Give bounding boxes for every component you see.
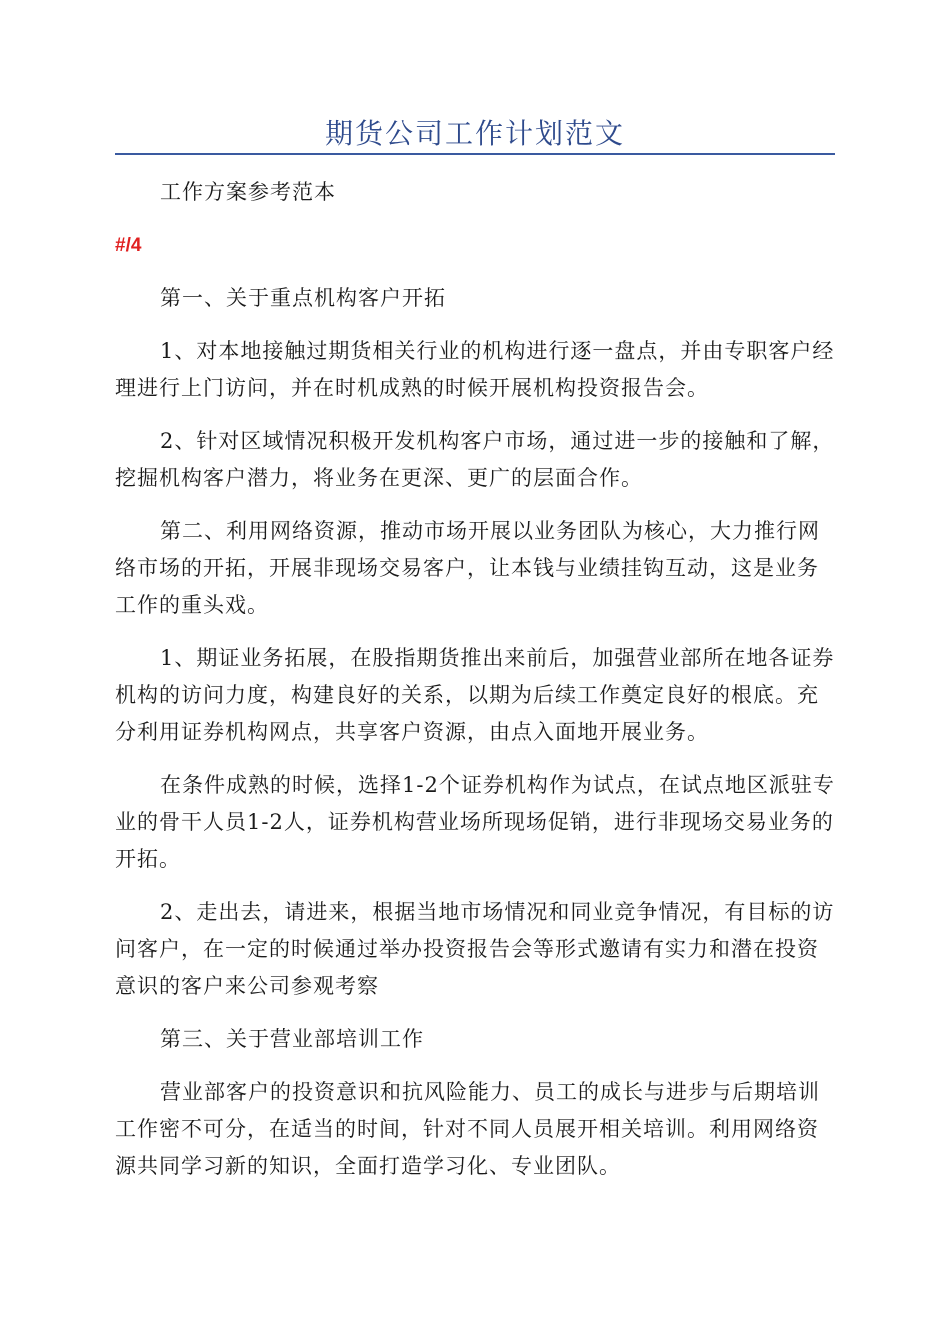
page-marker: #/4 [115,235,142,256]
paragraph: 在条件成熟的时候，选择1-2个证券机构作为试点，在试点地区派驻专业的骨干人员1-2人，证券机构营业场所现场促销，进行非现场交易业务的开拓。 [115,773,835,871]
document-body [115,174,835,1201]
paragraph: 2、针对区域情况积极开发机构客户市场，通过进一步的接触和了解，挖掘机构客户潜力，将业务在更深、更广的层面合作。 [115,429,835,490]
paragraph: 营业部客户的投资意识和抗风险能力、员工的成长与进步与后期培训工作密不可分，在适当的时间，针对不同人员展开相关培训。利用网络资源共同学习新的知识，全面打造学习化、专业团队。 [115,1080,820,1178]
paragraph: 1、期证业务拓展，在股指期货推出来前后，加强营业部所在地各证券机构的访问力度，构建良好的关系，以期为后续工作奠定良好的根底。充分利用证券机构网点，共享客户资源，由点入面地开展业务。 [115,646,835,744]
document-title: 期货公司工作计划范文 [324,117,625,150]
section-heading-1: 第一、关于重点机构客户开拓 [160,286,446,310]
paragraph: 1、对本地接触过期货相关行业的机构进行逐一盘点，并由专职客户经理进行上门访问，并在时机成熟的时候开展机构投资报告会。 [115,339,835,400]
section-heading-3: 第三、关于营业部培训工作 [160,1027,424,1051]
section-heading-2: 第二、利用网络资源，推动市场开展以业务团队为核心，大力推行网络市场的开拓，开展非现场交易客户，让本钱与业绩挂钩互动，这是业务工作的重头戏。 [115,519,820,617]
paragraph: 2、走出去，请进来，根据当地市场情况和同业竞争情况，有目标的访问客户，在一定的时候通过举办投资报告会等形式邀请有实力和潜在投资意识的客户来公司参观考察 [115,900,835,998]
title-underline [115,153,835,155]
document-subtitle: 工作方案参考范本 [160,180,336,204]
